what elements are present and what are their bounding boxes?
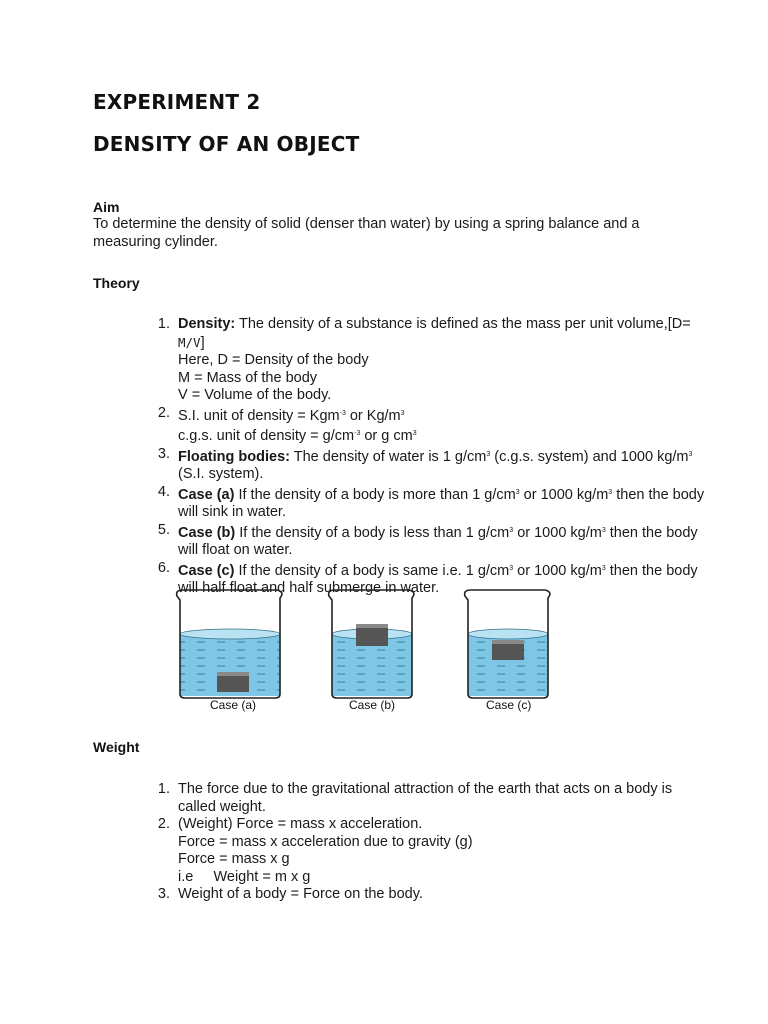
list-number: 3. [157,445,170,462]
list-number: 1. [157,316,170,332]
page-title: DENSITY OF AN OBJECT [93,132,360,156]
list-text: The density of a substance is defined as the mass per unit volume,[D= [235,316,691,332]
list-text: or Kg/m [345,407,401,424]
superscript: 3 [412,430,417,437]
list-item [150,522,710,560]
list-text: then the body will half float and half submerge in water. [178,562,698,596]
term-label: Density: [178,316,236,332]
superscript: 3 [509,564,514,572]
theory-heading: Theory [93,275,140,291]
beaker-case-c [465,590,550,712]
term-label: Floating bodies: [178,448,290,465]
list-item [150,886,710,904]
list-number: 4. [157,483,170,500]
list-text: Force = mass x g [178,851,290,867]
superscript: 3 [601,526,606,534]
superscript: 3 [601,564,606,572]
list-number: 1. [157,781,170,797]
caption-case-a: Case (a) [210,698,257,712]
superscript: 3 [486,450,491,458]
list-number: 2. [157,816,170,832]
superscript: 3 [608,488,613,496]
superscript: 3 [688,450,693,458]
experiment-heading: EXPERIMENT 2 [93,90,261,114]
list-text: then the body will float on water. [178,524,698,558]
superscript: -3 [339,409,346,417]
list-text: Weight of a body = Force on the body. [178,886,423,902]
superscript: -3 [354,430,361,437]
list-item [150,405,710,446]
list-text: or 1000 kg/m [513,524,602,541]
list-number: 2. [157,404,170,421]
density-formula: M/V [178,334,201,350]
list-text: If the density of a body is less than 1 g/cm [235,524,510,541]
beakers-illustration [175,582,575,722]
list-item [150,484,710,522]
term-label: Case (b) [178,524,236,541]
superscript: 3 [400,409,405,417]
list-text: If the density of a body is more than 1 g/cm [234,486,516,503]
list-text: (Weight) Force = mass x acceleration. [178,816,423,832]
weight-list [150,781,710,904]
list-text: If the density of a body is same i.e. 1 g/cm [234,562,510,579]
term-label: Case (c) [178,562,235,579]
theory-list [150,316,710,598]
aim-heading: Aim [93,199,120,215]
list-text: i.e Weight = m x g [178,868,311,885]
beaker-case-b [329,590,414,712]
list-number: 3. [157,886,170,902]
caption-case-c: Case (c) [486,698,532,712]
list-item [150,316,710,405]
aim-text: To determine the density of solid (denser than water) by using a spring balance and a measuring cylinder. [93,216,640,250]
list-text: The force due to the gravitational attraction of the earth that acts on a body is called weight. [178,781,673,815]
list-number: 5. [157,521,170,538]
term-label: Case (a) [178,486,235,503]
list-text: (c.g.s. system) and 1000 kg/m [490,448,689,465]
list-item [150,446,710,484]
list-text: (S.I. system). [178,466,264,482]
list-text: Force = mass x acceleration due to gravity (g) [178,833,473,850]
list-number: 6. [157,559,170,576]
beakers-figure [175,582,575,722]
list-item [150,816,710,886]
list-text: or 1000 kg/m [513,562,602,579]
list-text: V = Volume of the body. [178,387,332,403]
superscript: 3 [515,488,520,496]
list-text: or g cm [360,428,413,444]
list-text: or 1000 kg/m [519,486,609,503]
list-text: Here, D = Density of the body [178,352,369,368]
caption-case-b: Case (b) [349,698,396,712]
weight-heading: Weight [93,739,140,755]
superscript: 3 [509,526,514,534]
beaker-case-a [177,590,282,712]
list-text: S.I. unit of density = Kgm [178,407,340,424]
list-text: The density of water is 1 g/cm [289,448,487,465]
list-item [150,781,710,816]
list-text: then the body will sink in water. [178,486,705,520]
list-text: M = Mass of the body [178,369,318,386]
list-text: ] [200,334,205,351]
list-text: c.g.s. unit of density = g/cm [178,428,355,444]
